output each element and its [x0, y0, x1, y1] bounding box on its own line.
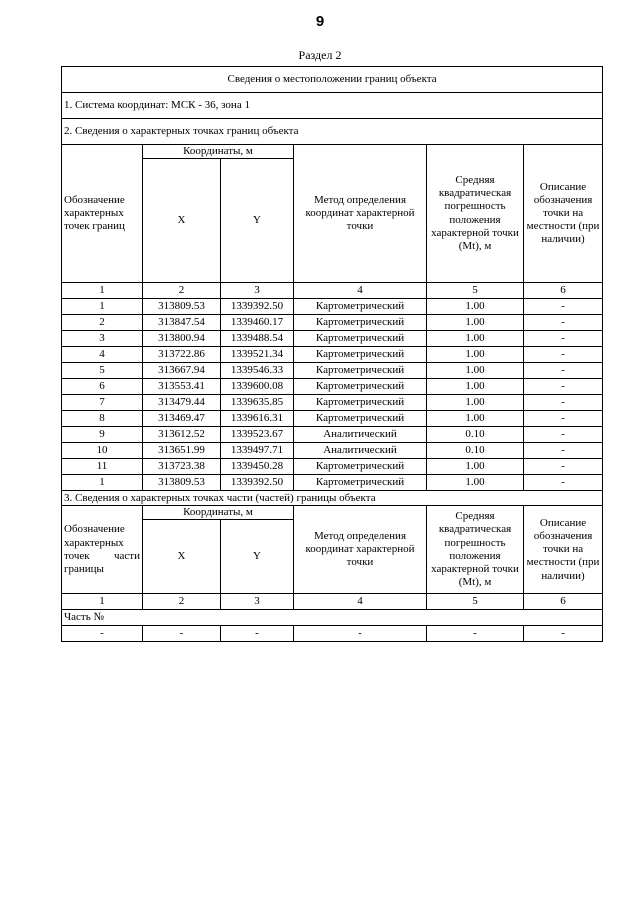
header3-designation: Обозначение характерных точек части границы — [62, 506, 143, 594]
point-number: 11 — [62, 459, 143, 475]
column-number: 2 — [143, 283, 221, 299]
method: Картометрический — [294, 363, 427, 379]
mt-error: 1.00 — [427, 299, 524, 315]
header3-coords: Координаты, м — [143, 506, 294, 520]
part-label: Часть № — [62, 610, 603, 626]
mt-error: 1.00 — [427, 411, 524, 427]
column-number: 6 — [524, 283, 603, 299]
header3-description: Описание обозначения точки на местности (при наличии) — [524, 506, 603, 594]
coord-y: 1339450.28 — [221, 459, 294, 475]
coord-y: - — [221, 626, 294, 642]
method: Картометрический — [294, 475, 427, 491]
point-number: - — [62, 626, 143, 642]
point-number: 9 — [62, 427, 143, 443]
coord-x: 313479.44 — [143, 395, 221, 411]
point-number: 1 — [62, 475, 143, 491]
method: Картометрический — [294, 347, 427, 363]
table-row — [62, 379, 603, 395]
description: - — [524, 395, 603, 411]
mt-error: - — [427, 626, 524, 642]
coord-y: 1339497.71 — [221, 443, 294, 459]
table-row — [62, 411, 603, 427]
header-coords: Координаты, м — [143, 145, 294, 159]
coord-y: 1339635.85 — [221, 395, 294, 411]
header-description: Описание обозначения точки на местности (при наличии) — [524, 145, 603, 283]
column-number: 1 — [62, 283, 143, 299]
table-row — [62, 475, 603, 491]
coord-x: 313651.99 — [143, 443, 221, 459]
column-number: 4 — [294, 594, 427, 610]
coord-x: 313612.52 — [143, 427, 221, 443]
header3-error: Средняя квадратическая погрешность положения характерной точки (Mt), м — [427, 506, 524, 594]
point-number: 4 — [62, 347, 143, 363]
description: - — [524, 315, 603, 331]
header-method: Метод определения координат характерной точки — [294, 145, 427, 283]
mt-error: 1.00 — [427, 315, 524, 331]
description: - — [524, 299, 603, 315]
description: - — [524, 379, 603, 395]
mt-error: 1.00 — [427, 475, 524, 491]
mt-error: 1.00 — [427, 331, 524, 347]
description: - — [524, 347, 603, 363]
table-row — [62, 331, 603, 347]
mt-error: 0.10 — [427, 427, 524, 443]
coord-y: 1339523.67 — [221, 427, 294, 443]
table-row — [62, 363, 603, 379]
description: - — [524, 443, 603, 459]
column-number: 3 — [221, 594, 294, 610]
method: Аналитический — [294, 427, 427, 443]
method: - — [294, 626, 427, 642]
mt-error: 0.10 — [427, 443, 524, 459]
coord-x: - — [143, 626, 221, 642]
header3-method: Метод определения координат характерной точки — [294, 506, 427, 594]
mt-error: 1.00 — [427, 379, 524, 395]
point-number: 5 — [62, 363, 143, 379]
part3-title: 3. Сведения о характерных точках части (частей) границы объекта — [62, 491, 603, 506]
column-number: 4 — [294, 283, 427, 299]
page-number: 9 — [315, 13, 325, 30]
method: Картометрический — [294, 331, 427, 347]
table-row — [62, 443, 603, 459]
column-numbers-row — [62, 283, 603, 299]
table-row — [62, 427, 603, 443]
description: - — [524, 411, 603, 427]
coord-x: 313723.38 — [143, 459, 221, 475]
header3-x: X — [143, 520, 221, 594]
coord-system: 1. Система координат: МСК - 36, зона 1 — [62, 93, 603, 119]
boundaries-table — [61, 66, 603, 642]
table-row — [62, 315, 603, 331]
description: - — [524, 427, 603, 443]
method: Картометрический — [294, 315, 427, 331]
description: - — [524, 475, 603, 491]
header-error: Средняя квадратическая погрешность положения характерной точки (Mt), м — [427, 145, 524, 283]
coord-x: 313722.86 — [143, 347, 221, 363]
header-designation: Обозначение характерных точек границ — [62, 145, 143, 283]
coord-y: 1339521.34 — [221, 347, 294, 363]
header3-y: Y — [221, 520, 294, 594]
column-number: 3 — [221, 283, 294, 299]
mt-error: 1.00 — [427, 363, 524, 379]
description: - — [524, 459, 603, 475]
coord-x: 313847.54 — [143, 315, 221, 331]
method: Аналитический — [294, 443, 427, 459]
part2-title: 2. Сведения о характерных точках границ объекта — [62, 119, 603, 145]
coord-y: 1339488.54 — [221, 331, 294, 347]
point-number: 10 — [62, 443, 143, 459]
table-row — [62, 395, 603, 411]
coord-x: 313553.41 — [143, 379, 221, 395]
table-row — [62, 347, 603, 363]
coord-x: 313800.94 — [143, 331, 221, 347]
header-y: Y — [221, 159, 294, 283]
method: Картометрический — [294, 379, 427, 395]
coord-x: 313809.53 — [143, 475, 221, 491]
coord-y: 1339392.50 — [221, 299, 294, 315]
column-number: 5 — [427, 283, 524, 299]
coord-x: 313469.47 — [143, 411, 221, 427]
table-row — [62, 459, 603, 475]
point-number: 8 — [62, 411, 143, 427]
point-number: 3 — [62, 331, 143, 347]
point-number: 1 — [62, 299, 143, 315]
coord-y: 1339616.31 — [221, 411, 294, 427]
mt-error: 1.00 — [427, 459, 524, 475]
coord-y: 1339600.08 — [221, 379, 294, 395]
section-label: Раздел 2 — [298, 48, 342, 62]
mt-error: 1.00 — [427, 347, 524, 363]
table-title: Сведения о местоположении границ объекта — [62, 67, 603, 93]
mt-error: 1.00 — [427, 395, 524, 411]
point-number: 7 — [62, 395, 143, 411]
column-number: 5 — [427, 594, 524, 610]
point-number: 6 — [62, 379, 143, 395]
method: Картометрический — [294, 411, 427, 427]
description: - — [524, 331, 603, 347]
method: Картометрический — [294, 459, 427, 475]
description: - — [524, 626, 603, 642]
header-x: X — [143, 159, 221, 283]
coord-x: 313667.94 — [143, 363, 221, 379]
column-number: 1 — [62, 594, 143, 610]
description: - — [524, 363, 603, 379]
table-row — [62, 626, 603, 642]
column-number: 2 — [143, 594, 221, 610]
method: Картометрический — [294, 299, 427, 315]
coord-y: 1339460.17 — [221, 315, 294, 331]
method: Картометрический — [294, 395, 427, 411]
column-numbers-row — [62, 594, 603, 610]
coord-y: 1339546.33 — [221, 363, 294, 379]
coord-y: 1339392.50 — [221, 475, 294, 491]
coord-x: 313809.53 — [143, 299, 221, 315]
point-number: 2 — [62, 315, 143, 331]
table-row — [62, 299, 603, 315]
column-number: 6 — [524, 594, 603, 610]
